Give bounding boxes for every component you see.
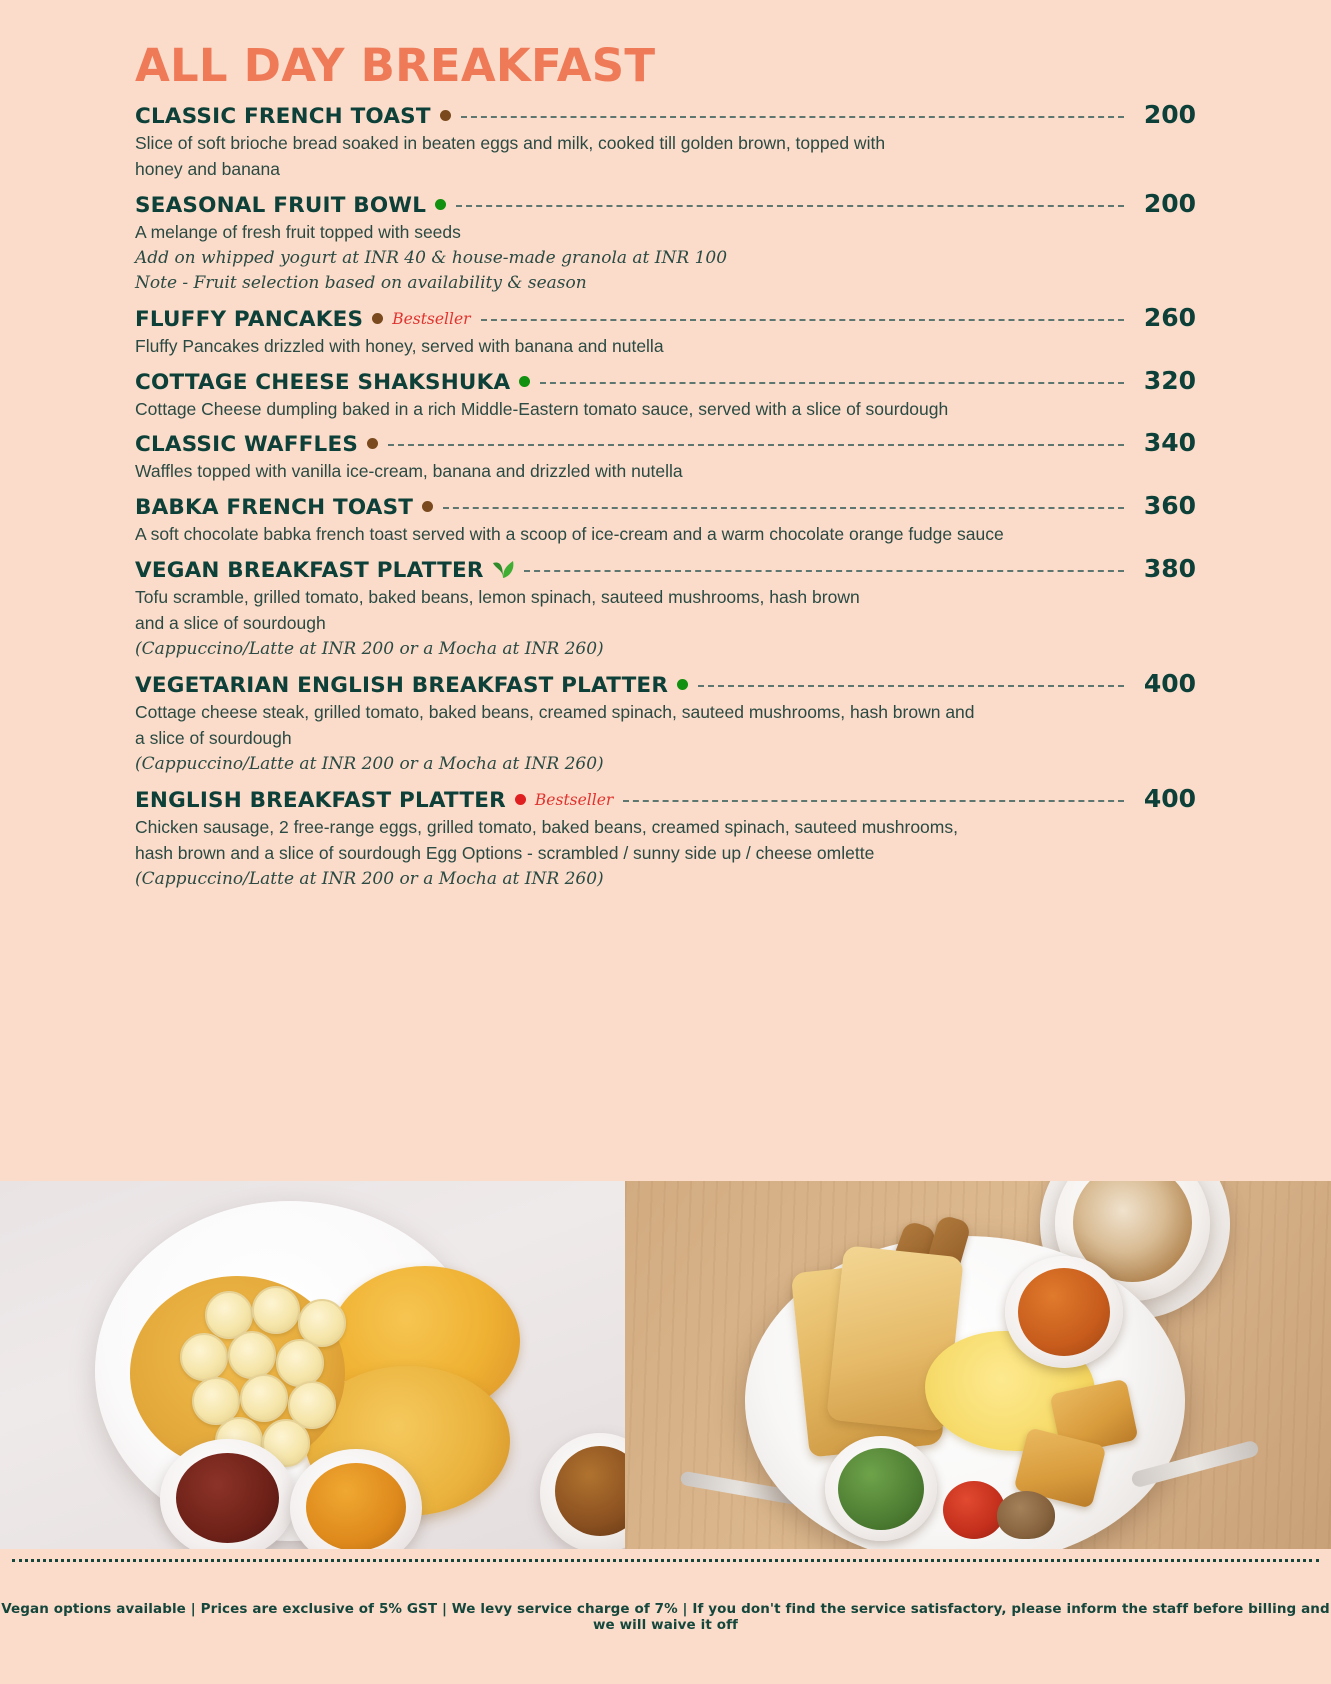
menu-item (135, 554, 1196, 663)
menu-item-description (135, 699, 1196, 778)
leader-dots (388, 443, 1124, 446)
vegetarian-marker-dot (519, 376, 530, 387)
banana-slice (276, 1339, 324, 1387)
menu-item (135, 491, 1196, 548)
description-line: and a slice of sourdough (135, 613, 326, 634)
menu-item-price: 320 (1143, 365, 1196, 395)
photo-strip (0, 1181, 1331, 1549)
menu-item-header (135, 100, 1196, 129)
menu-item-description (135, 458, 1196, 485)
description-line: Fluffy Pancakes drizzled with honey, served with banana and nutella (135, 336, 664, 357)
menu-item-name: CLASSIC WAFFLES (135, 432, 359, 458)
pancakes-with-banana-photo (0, 1181, 625, 1549)
menu-item (135, 669, 1196, 778)
menu-item-description (135, 396, 1196, 423)
baked-beans-bowl (1005, 1256, 1123, 1368)
description-line: a slice of sourdough (135, 728, 292, 749)
bestseller-badge: Bestseller (392, 310, 471, 329)
menu-item-description (135, 521, 1196, 548)
description-line: Chicken sausage, 2 free-range eggs, grilled tomato, baked beans, creamed spinach, sauteed mushrooms, (135, 816, 958, 837)
sauteed-mushroom (997, 1491, 1055, 1539)
menu-item-name: VEGETARIAN ENGLISH BREAKFAST PLATTER (135, 672, 669, 698)
menu-item-list (135, 100, 1196, 893)
banana-slice (228, 1331, 276, 1379)
description-line: Note - Fruit selection based on availability & season (135, 273, 587, 294)
menu-item (135, 366, 1196, 423)
banana-slice (252, 1286, 300, 1334)
description-line: Cottage Cheese dumpling baked in a rich Middle-Eastern tomato sauce, served with a slice of sourdough (135, 398, 949, 419)
leader-dots (481, 318, 1124, 321)
description-line: Cottage cheese steak, grilled tomato, baked beans, creamed spinach, sauteed mushrooms, hash brown and (135, 701, 975, 722)
page-footer (0, 1549, 1331, 1684)
leader-dots (524, 569, 1124, 572)
menu-item-name: VEGAN BREAKFAST PLATTER (135, 557, 484, 583)
menu-item-name: CLASSIC FRENCH TOAST (135, 103, 431, 129)
menu-item-header (135, 428, 1196, 457)
menu-item-description (135, 333, 1196, 360)
footer-divider (12, 1559, 1319, 1562)
description-line: Tofu scramble, grilled tomato, baked beans, lemon spinach, sauteed mushrooms, hash brown (135, 586, 860, 607)
menu-item-header (135, 491, 1196, 520)
banana-slice (240, 1374, 288, 1422)
menu-item-description (135, 130, 1196, 183)
english-breakfast-platter-photo (625, 1181, 1331, 1549)
description-line: (Cappuccino/Latte at INR 200 or a Mocha at INR 260) (135, 753, 604, 774)
menu-item-price: 380 (1143, 553, 1196, 583)
egg-marker-dot (422, 501, 433, 512)
banana-slice (180, 1333, 228, 1381)
menu-item-description (135, 814, 1196, 893)
menu-item (135, 100, 1196, 183)
menu-item-price: 200 (1143, 188, 1196, 218)
menu-item-name: COTTAGE CHEESE SHAKSHUKA (135, 369, 511, 395)
menu-item (135, 303, 1196, 360)
menu-item-description (135, 584, 1196, 663)
page-title: ALL DAY BREAKFAST (135, 39, 656, 92)
description-line: A soft chocolate babka french toast served with a scoop of ice-cream and a warm chocolate orange fudge sauce (135, 523, 1004, 544)
leader-dots (461, 115, 1124, 118)
description-line: (Cappuccino/Latte at INR 200 or a Mocha at INR 260) (135, 868, 604, 889)
menu-item (135, 189, 1196, 297)
menu-item-name: BABKA FRENCH TOAST (135, 494, 414, 520)
menu-item-price: 360 (1143, 490, 1196, 520)
egg-marker-dot (372, 313, 383, 324)
non-vegetarian-marker-dot (515, 794, 526, 805)
menu-item-price: 260 (1143, 303, 1196, 333)
footer-note: Vegan options available | Prices are exclusive of 5% GST | We levy service charge of 7% | If you don't find the service satisfactory, please inform the staff before billing and we will waive it off (1, 1601, 1330, 1633)
vegetarian-marker-dot (677, 679, 688, 690)
egg-marker-dot (440, 110, 451, 121)
vegetarian-marker-dot (435, 199, 446, 210)
leader-dots (698, 684, 1124, 687)
description-line: Add on whipped yogurt at INR 40 & house-made granola at INR 100 (135, 247, 728, 268)
menu-item-name: SEASONAL FRUIT BOWL (135, 192, 427, 218)
menu-item-name: ENGLISH BREAKFAST PLATTER (135, 787, 506, 813)
chocolate-sauce-bowl (160, 1439, 295, 1549)
menu-item-name: FLUFFY PANCAKES (135, 307, 364, 333)
egg-marker-dot (367, 438, 378, 449)
leader-dots (540, 381, 1124, 384)
description-line: A melange of fresh fruit topped with seeds (135, 221, 461, 242)
leader-dots (443, 506, 1124, 509)
vegan-leaf-icon (492, 559, 514, 579)
menu-item-price: 400 (1143, 783, 1196, 813)
menu-item-price: 200 (1143, 99, 1196, 129)
menu-item-header (135, 669, 1196, 698)
description-line: Waffles topped with vanilla ice-cream, banana and drizzled with nutella (135, 461, 683, 482)
menu-item-header (135, 366, 1196, 395)
description-line: (Cappuccino/Latte at INR 200 or a Mocha at INR 260) (135, 638, 604, 659)
menu-item-header (135, 554, 1196, 583)
description-line: hash brown and a slice of sourdough Egg Options - scrambled / sunny side up / cheese omlette (135, 843, 875, 864)
menu-item (135, 784, 1196, 893)
description-line: Slice of soft brioche bread soaked in beaten eggs and milk, cooked till golden brown, topped with (135, 132, 886, 153)
menu-item (135, 428, 1196, 485)
description-line: honey and banana (135, 159, 280, 180)
menu-item-header (135, 784, 1196, 813)
menu-item-price: 340 (1143, 428, 1196, 458)
menu-item-price: 400 (1143, 668, 1196, 698)
menu-item-header (135, 189, 1196, 218)
menu-item-header (135, 303, 1196, 332)
bestseller-badge: Bestseller (534, 790, 614, 809)
menu-item-description (135, 219, 1196, 297)
grilled-tomato (943, 1481, 1005, 1539)
creamed-spinach-bowl (825, 1436, 937, 1541)
leader-dots (623, 799, 1124, 802)
leader-dots (456, 204, 1124, 207)
